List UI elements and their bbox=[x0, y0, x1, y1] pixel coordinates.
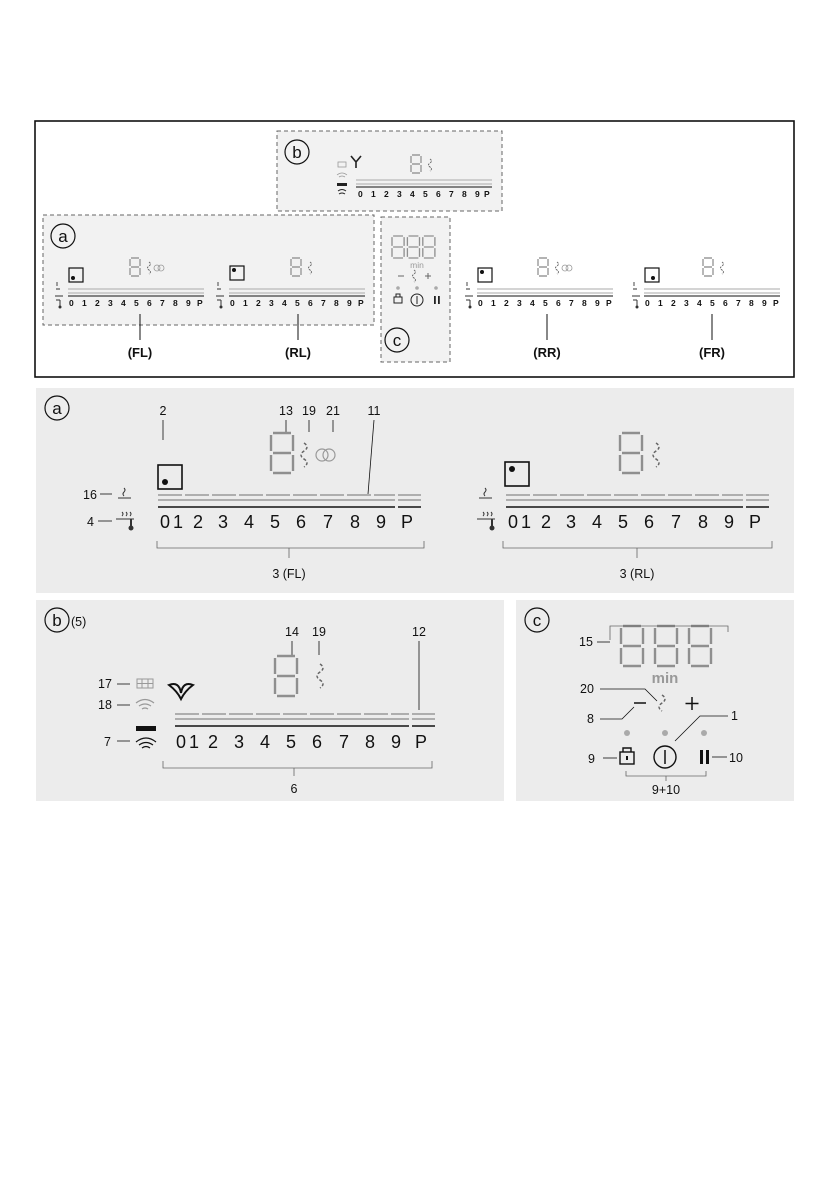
svg-text:P: P bbox=[606, 298, 612, 308]
svg-text:P: P bbox=[773, 298, 779, 308]
svg-text:1: 1 bbox=[521, 512, 532, 532]
callout-15: 15 bbox=[579, 635, 593, 649]
heat-indicator-icon bbox=[556, 262, 559, 274]
svg-text:1: 1 bbox=[658, 298, 663, 308]
svg-text:0: 0 bbox=[160, 512, 171, 532]
caption-fl: (FL) bbox=[127, 345, 153, 360]
svg-text:7: 7 bbox=[569, 298, 574, 308]
svg-text:9: 9 bbox=[724, 512, 735, 532]
svg-text:4: 4 bbox=[592, 512, 603, 532]
svg-text:5: 5 bbox=[618, 512, 629, 532]
callout-4: 4 bbox=[87, 515, 94, 529]
callout-18: 18 bbox=[98, 698, 112, 712]
svg-text:3: 3 bbox=[566, 512, 577, 532]
svg-text:4: 4 bbox=[697, 298, 702, 308]
svg-text:3: 3 bbox=[108, 298, 113, 308]
svg-text:6: 6 bbox=[723, 298, 728, 308]
svg-text:3: 3 bbox=[517, 298, 522, 308]
caption-rl: (RL) bbox=[285, 345, 311, 360]
scale-fr bbox=[645, 298, 779, 308]
svg-text:9: 9 bbox=[762, 298, 767, 308]
digit-display-fr bbox=[703, 258, 713, 276]
svg-text:1: 1 bbox=[371, 189, 376, 199]
zone-b-box bbox=[277, 131, 502, 211]
keep-warm-icon bbox=[633, 282, 637, 289]
svg-text:8: 8 bbox=[582, 298, 587, 308]
svg-text:P: P bbox=[401, 512, 414, 532]
svg-text:8: 8 bbox=[365, 732, 376, 752]
callout-11: 11 bbox=[367, 404, 381, 418]
svg-text:2: 2 bbox=[671, 298, 676, 308]
callout-14: 14 bbox=[285, 625, 299, 639]
callout-17: 17 bbox=[98, 677, 112, 691]
svg-text:7: 7 bbox=[160, 298, 165, 308]
svg-text:9: 9 bbox=[475, 189, 480, 199]
svg-text:P: P bbox=[749, 512, 762, 532]
svg-text:6: 6 bbox=[308, 298, 313, 308]
svg-text:4: 4 bbox=[260, 732, 271, 752]
svg-text:0: 0 bbox=[358, 189, 363, 199]
svg-text:1: 1 bbox=[189, 732, 200, 752]
svg-text:1: 1 bbox=[491, 298, 496, 308]
svg-text:4: 4 bbox=[121, 298, 126, 308]
svg-text:7: 7 bbox=[323, 512, 334, 532]
thermo-icon bbox=[465, 296, 473, 309]
svg-text:0: 0 bbox=[508, 512, 519, 532]
callout-16: 16 bbox=[83, 488, 97, 502]
detail-a-badge: a bbox=[52, 399, 62, 418]
svg-text:7: 7 bbox=[321, 298, 326, 308]
detail-c-badge: c bbox=[532, 611, 542, 630]
timer-unit: min bbox=[651, 670, 679, 687]
heat-indicator-icon bbox=[721, 262, 724, 274]
svg-text:1: 1 bbox=[243, 298, 248, 308]
svg-text:6: 6 bbox=[436, 189, 441, 199]
detail-b-badge: b bbox=[52, 611, 62, 630]
svg-text:8: 8 bbox=[462, 189, 467, 199]
callout-2: 2 bbox=[159, 404, 167, 418]
detail-a-panel bbox=[36, 388, 794, 593]
svg-text:2: 2 bbox=[193, 512, 204, 532]
svg-text:8: 8 bbox=[350, 512, 361, 532]
svg-text:P: P bbox=[197, 298, 203, 308]
svg-text:9: 9 bbox=[376, 512, 387, 532]
svg-text:P: P bbox=[415, 732, 428, 752]
svg-text:3: 3 bbox=[218, 512, 229, 532]
zone-a-box bbox=[43, 215, 374, 325]
svg-text:7: 7 bbox=[671, 512, 682, 532]
bracket-label-lock-pause: 9+10 bbox=[651, 783, 681, 797]
callout-9: 9 bbox=[588, 752, 595, 766]
bracket-label-vent: 6 bbox=[290, 782, 298, 796]
svg-text:0: 0 bbox=[230, 298, 235, 308]
callout-19: 19 bbox=[302, 404, 316, 418]
callout-10: 10 bbox=[729, 751, 743, 765]
zone-icon-fr bbox=[645, 268, 659, 282]
svg-text:2: 2 bbox=[384, 189, 389, 199]
callout-20: 20 bbox=[580, 682, 594, 696]
caption-fr: (FR) bbox=[699, 345, 725, 360]
slider-lines-rr bbox=[477, 289, 613, 293]
scale-rr bbox=[478, 298, 612, 308]
bracket-label-rl: 3 (RL) bbox=[619, 567, 655, 581]
badge-b: b bbox=[292, 143, 302, 162]
svg-text:9: 9 bbox=[186, 298, 191, 308]
svg-text:2: 2 bbox=[95, 298, 100, 308]
svg-text:5: 5 bbox=[134, 298, 139, 308]
svg-text:8: 8 bbox=[334, 298, 339, 308]
callout-1: 1 bbox=[731, 709, 738, 723]
svg-text:4: 4 bbox=[410, 189, 415, 199]
callout-13: 13 bbox=[279, 404, 293, 418]
svg-text:4: 4 bbox=[282, 298, 287, 308]
callout-12: 12 bbox=[412, 625, 426, 639]
svg-text:2: 2 bbox=[504, 298, 509, 308]
keep-warm-icon bbox=[466, 282, 470, 289]
svg-text:5: 5 bbox=[423, 189, 428, 199]
svg-text:5: 5 bbox=[270, 512, 281, 532]
svg-text:0: 0 bbox=[645, 298, 650, 308]
svg-text:3: 3 bbox=[269, 298, 274, 308]
svg-text:9: 9 bbox=[347, 298, 352, 308]
svg-text:2: 2 bbox=[541, 512, 552, 532]
badge-a: a bbox=[58, 227, 68, 246]
bracket-label-fl: 3 (FL) bbox=[272, 567, 306, 581]
badge-c: c bbox=[392, 331, 402, 350]
timer-unit-small: min bbox=[410, 260, 424, 270]
svg-text:7: 7 bbox=[449, 189, 454, 199]
svg-text:5: 5 bbox=[710, 298, 715, 308]
svg-text:6: 6 bbox=[296, 512, 307, 532]
svg-text:3: 3 bbox=[234, 732, 245, 752]
callout-21: 21 bbox=[326, 404, 340, 418]
svg-text:2: 2 bbox=[256, 298, 261, 308]
zone-icon-rr bbox=[478, 268, 492, 282]
svg-text:P: P bbox=[484, 189, 490, 199]
svg-text:4: 4 bbox=[530, 298, 535, 308]
svg-text:6: 6 bbox=[312, 732, 323, 752]
svg-text:0: 0 bbox=[69, 298, 74, 308]
svg-text:P: P bbox=[358, 298, 364, 308]
svg-text:6: 6 bbox=[644, 512, 655, 532]
svg-text:7: 7 bbox=[736, 298, 741, 308]
svg-text:8: 8 bbox=[698, 512, 709, 532]
svg-text:9: 9 bbox=[391, 732, 402, 752]
svg-text:1: 1 bbox=[173, 512, 184, 532]
detail-b-note: (5) bbox=[71, 615, 87, 629]
slider-lines-fr bbox=[644, 289, 780, 293]
caption-rr: (RR) bbox=[533, 345, 561, 360]
svg-text:0: 0 bbox=[478, 298, 483, 308]
svg-text:5: 5 bbox=[543, 298, 548, 308]
svg-text:4: 4 bbox=[244, 512, 255, 532]
svg-text:6: 6 bbox=[556, 298, 561, 308]
svg-text:7: 7 bbox=[339, 732, 350, 752]
svg-text:9: 9 bbox=[595, 298, 600, 308]
callout-19b: 19 bbox=[312, 625, 326, 639]
svg-text:2: 2 bbox=[208, 732, 219, 752]
thermo-icon bbox=[632, 296, 640, 309]
svg-text:6: 6 bbox=[147, 298, 152, 308]
svg-text:8: 8 bbox=[173, 298, 178, 308]
svg-text:8: 8 bbox=[749, 298, 754, 308]
svg-text:3: 3 bbox=[397, 189, 402, 199]
svg-text:5: 5 bbox=[295, 298, 300, 308]
svg-text:3: 3 bbox=[684, 298, 689, 308]
callout-8: 8 bbox=[587, 712, 594, 726]
svg-text:1: 1 bbox=[82, 298, 87, 308]
svg-text:5: 5 bbox=[286, 732, 297, 752]
svg-text:0: 0 bbox=[176, 732, 187, 752]
digit-display-rr bbox=[538, 258, 548, 276]
callout-7: 7 bbox=[104, 735, 111, 749]
